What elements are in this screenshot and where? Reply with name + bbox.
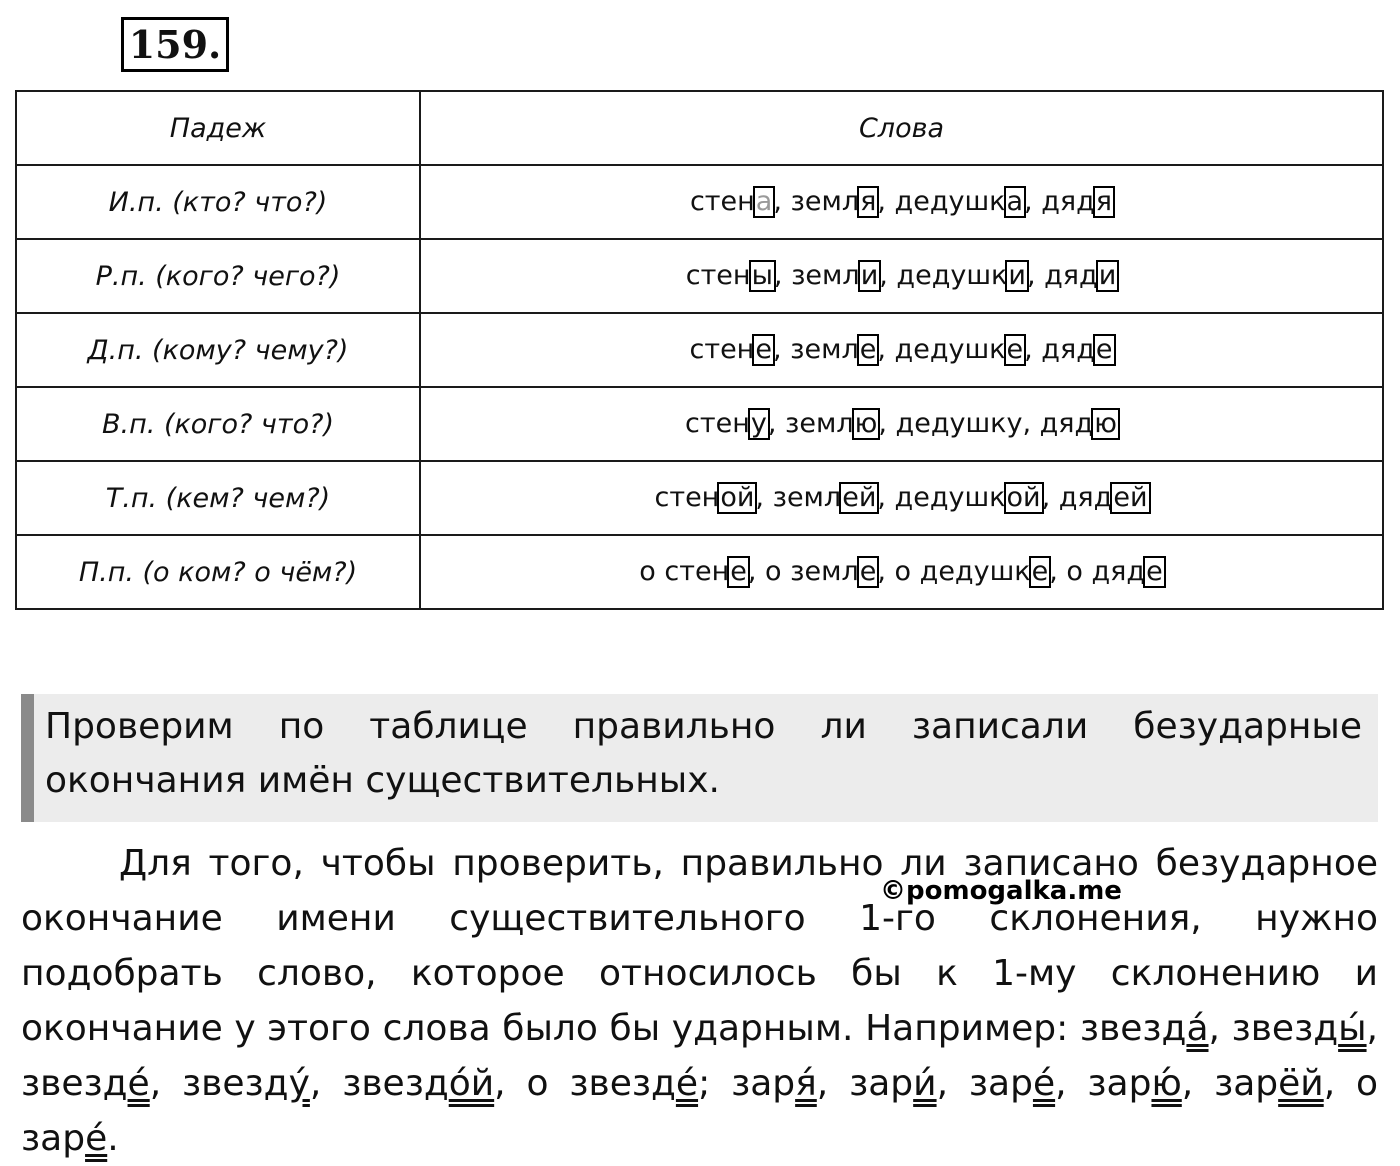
word-form bbox=[896, 260, 1027, 292]
word-stem: дедушк bbox=[896, 260, 1008, 291]
ending-box: у bbox=[748, 408, 770, 440]
separator: , bbox=[878, 408, 896, 439]
example-punct: , bbox=[1366, 1008, 1378, 1049]
paragraph-intro: Для того, чтобы проверить, правильно ли записано безударное окончание имени существительного 1-го склонения, нужно подобрать слово, которое относилось бы к 1-му склонению и окончание у этого слова было бы ударным. Например: bbox=[21, 843, 1378, 1049]
word-form bbox=[639, 556, 748, 588]
example-punct: , bbox=[1323, 1063, 1357, 1104]
case-cell: В.п. (кого? что?) bbox=[16, 387, 420, 461]
ending-box: ю bbox=[1091, 408, 1120, 440]
example-stem: зар bbox=[1214, 1063, 1279, 1104]
word-form bbox=[690, 334, 773, 366]
separator: , bbox=[1024, 334, 1042, 365]
header-case: Падеж bbox=[16, 91, 420, 165]
example-ending: и́ bbox=[913, 1063, 937, 1104]
word-stem: стен bbox=[685, 260, 751, 291]
word-form bbox=[1040, 408, 1118, 440]
example-stem: звезд bbox=[342, 1063, 449, 1104]
example-punct: ; bbox=[698, 1063, 732, 1104]
example-stem: о звезд bbox=[526, 1063, 676, 1104]
ending-box: и bbox=[858, 260, 882, 292]
example-stem: звезд bbox=[1079, 1008, 1187, 1049]
example-ending: ю́ bbox=[1151, 1063, 1182, 1104]
separator: , bbox=[1022, 408, 1040, 439]
example-ending: ы́ bbox=[1338, 1008, 1367, 1049]
case-cell: Т.п. (кем? чем?) bbox=[16, 461, 420, 535]
separator: , bbox=[877, 556, 895, 587]
word-form bbox=[773, 482, 878, 514]
example-stem: зар bbox=[849, 1063, 914, 1104]
separator: , bbox=[773, 260, 792, 291]
table-body bbox=[16, 165, 1383, 609]
ending-box: ы bbox=[749, 260, 776, 292]
word-stem: стен bbox=[689, 186, 755, 217]
ending-box: ей bbox=[1110, 482, 1150, 514]
word-form bbox=[1059, 482, 1149, 514]
separator: , bbox=[1026, 260, 1045, 291]
separator: , bbox=[755, 482, 773, 513]
word-stem: земл bbox=[772, 482, 842, 513]
ending-box: ой bbox=[1004, 482, 1044, 514]
table-row bbox=[16, 165, 1383, 239]
word-stem: земл bbox=[790, 186, 860, 217]
example-punct: . bbox=[107, 1118, 119, 1159]
case-cell: И.п. (кто? что?) bbox=[16, 165, 420, 239]
ending-box: ой bbox=[717, 482, 757, 514]
words-cell bbox=[420, 165, 1383, 239]
separator: , bbox=[773, 186, 791, 217]
word-form bbox=[896, 408, 1023, 439]
example-ending: у́ bbox=[288, 1063, 310, 1104]
ending-box: а bbox=[1004, 186, 1027, 218]
ending-box: и bbox=[1096, 260, 1120, 292]
words-cell bbox=[420, 461, 1383, 535]
word-stem: дяд bbox=[1039, 408, 1094, 439]
separator: , bbox=[1041, 482, 1059, 513]
word-form bbox=[1044, 260, 1117, 292]
word-form bbox=[765, 556, 877, 588]
case-cell: П.п. (о ком? о чём?) bbox=[16, 535, 420, 609]
example-ending: е́ bbox=[85, 1118, 108, 1159]
word-stem: стен bbox=[685, 408, 750, 439]
word-stem: дедушк bbox=[894, 186, 1006, 217]
word-stem: о земл bbox=[765, 556, 859, 587]
word-stem: о дедушк bbox=[894, 556, 1031, 587]
example-stem: зар bbox=[968, 1063, 1033, 1104]
exercise-number: 159. bbox=[121, 17, 229, 72]
example-stem: звезд bbox=[182, 1063, 289, 1104]
word-form bbox=[655, 482, 756, 514]
example-ending: е́ bbox=[127, 1063, 150, 1104]
example-punct: , bbox=[494, 1063, 527, 1104]
word-stem: о стен bbox=[639, 556, 730, 587]
words-cell bbox=[420, 535, 1383, 609]
separator: , bbox=[879, 260, 897, 291]
word-stem: земл bbox=[791, 260, 860, 291]
ending-box: ей bbox=[839, 482, 879, 514]
word-stem: дяд bbox=[1041, 334, 1095, 365]
table-row bbox=[16, 461, 1383, 535]
example-stem: звезд bbox=[21, 1063, 128, 1104]
word-form bbox=[1041, 334, 1113, 366]
table-row bbox=[16, 313, 1383, 387]
separator: , bbox=[1024, 186, 1042, 217]
word-form bbox=[686, 260, 774, 292]
example-ending: я́ bbox=[795, 1063, 817, 1104]
example-punct: , bbox=[936, 1063, 969, 1104]
ending-box: е bbox=[752, 334, 775, 366]
ending-box: е bbox=[1143, 556, 1166, 588]
example-ending: е́ bbox=[675, 1063, 699, 1104]
ending-box: я bbox=[1093, 186, 1115, 218]
words-cell bbox=[420, 387, 1383, 461]
table-row bbox=[16, 239, 1383, 313]
words-cell bbox=[420, 239, 1383, 313]
example-punct: , bbox=[1181, 1063, 1215, 1104]
table-row bbox=[16, 387, 1383, 461]
example-punct: , bbox=[149, 1063, 183, 1104]
word-stem: дедушку bbox=[895, 408, 1023, 439]
example-ending: а́ bbox=[1186, 1008, 1209, 1049]
example-stem: о зар bbox=[21, 1063, 1379, 1159]
word-form bbox=[895, 482, 1042, 514]
ending-box: и bbox=[1005, 260, 1029, 292]
ending-box: е bbox=[857, 334, 880, 366]
word-form bbox=[1066, 556, 1163, 588]
separator: , bbox=[877, 482, 895, 513]
table-header-row bbox=[16, 91, 1383, 165]
example-stem: зар bbox=[731, 1063, 796, 1104]
separator: , bbox=[772, 334, 791, 365]
example-punct: , bbox=[309, 1063, 343, 1104]
word-stem: дедушк bbox=[894, 482, 1006, 513]
header-words: Слова bbox=[420, 91, 1383, 165]
table-row bbox=[16, 535, 1383, 609]
ending-box: е bbox=[1004, 334, 1027, 366]
case-cell: Р.п. (кого? чего?) bbox=[16, 239, 420, 313]
example-stem: звезд bbox=[1231, 1008, 1339, 1049]
explanation-paragraph bbox=[21, 836, 1378, 1166]
words-cell bbox=[420, 313, 1383, 387]
word-stem: земл bbox=[790, 334, 859, 365]
word-form bbox=[685, 408, 768, 440]
word-stem: дяд bbox=[1044, 260, 1098, 291]
word-form bbox=[1041, 186, 1113, 218]
watermark: ©pomogalka.me bbox=[880, 876, 1122, 906]
separator: , bbox=[1049, 556, 1067, 587]
example-stem: зар bbox=[1087, 1063, 1152, 1104]
ending-box: ю bbox=[852, 408, 881, 440]
ending-box: е bbox=[1029, 556, 1052, 588]
word-stem: стен bbox=[654, 482, 720, 513]
case-cell: Д.п. (кому? чему?) bbox=[16, 313, 420, 387]
separator: , bbox=[767, 408, 786, 439]
example-punct: , bbox=[816, 1063, 850, 1104]
ending-box: а bbox=[753, 186, 776, 218]
word-stem: дяд bbox=[1041, 186, 1095, 217]
word-form bbox=[791, 186, 878, 218]
word-form bbox=[791, 260, 879, 292]
word-form bbox=[790, 334, 877, 366]
example-ending: е́ bbox=[1032, 1063, 1056, 1104]
separator: , bbox=[747, 556, 766, 587]
separator: , bbox=[877, 186, 895, 217]
word-form bbox=[785, 408, 878, 440]
ending-box: е bbox=[727, 556, 750, 588]
ending-box: я bbox=[857, 186, 879, 218]
word-stem: земл bbox=[785, 408, 854, 439]
example-punct: , bbox=[1055, 1063, 1088, 1104]
word-form bbox=[895, 334, 1025, 366]
example-ending: ёй bbox=[1278, 1063, 1324, 1104]
separator: , bbox=[877, 334, 895, 365]
example-punct: , bbox=[1208, 1008, 1232, 1049]
task-callout: Проверим по таблице правильно ли записали безударные окончания имён существительных. bbox=[21, 694, 1378, 822]
ending-box: е bbox=[857, 556, 880, 588]
ending-box: е bbox=[1093, 334, 1116, 366]
declension-table bbox=[15, 90, 1384, 610]
word-stem: дедушк bbox=[894, 334, 1006, 365]
word-form bbox=[895, 186, 1025, 218]
word-stem: дяд bbox=[1058, 482, 1113, 513]
word-stem: стен bbox=[689, 334, 755, 365]
example-ending: о́й bbox=[448, 1063, 495, 1104]
word-form bbox=[690, 186, 773, 218]
word-form bbox=[895, 556, 1050, 588]
word-stem: о дяд bbox=[1066, 556, 1146, 587]
